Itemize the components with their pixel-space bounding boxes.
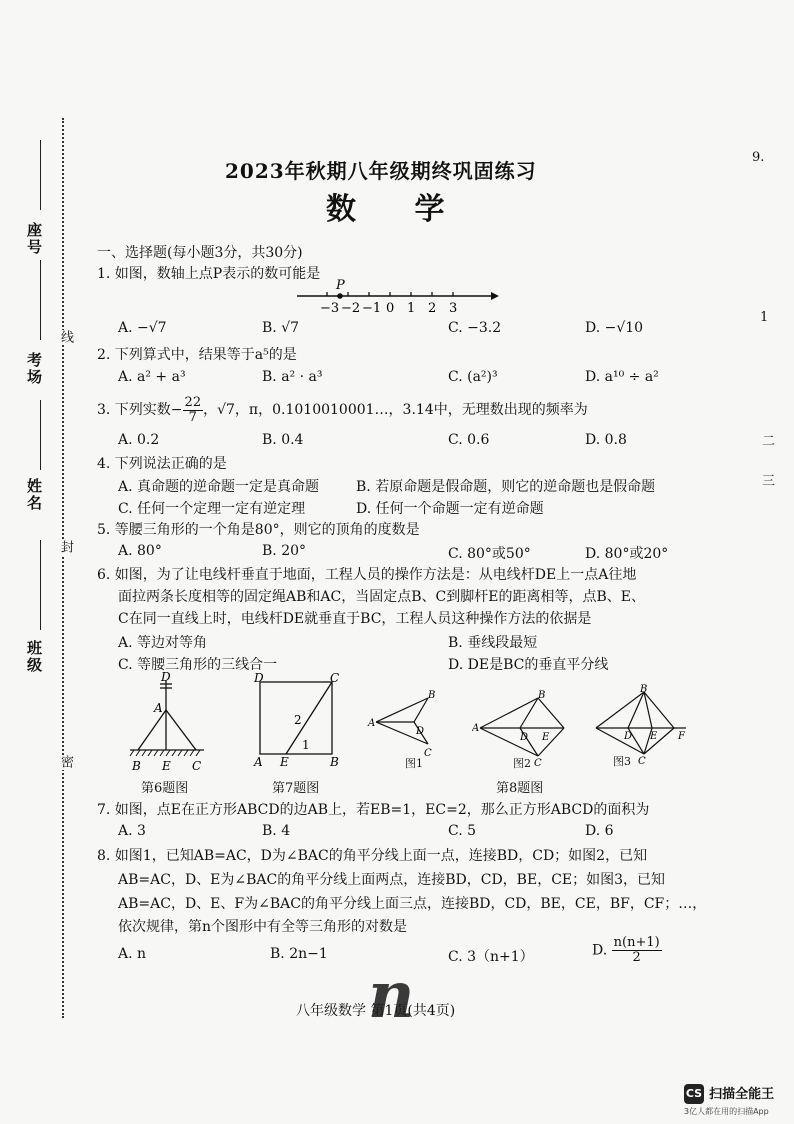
exam-title: 2023年秋期八年级期终巩固练习 [225,159,537,183]
number-line-tick-label: −3 [320,301,340,316]
fig6-label-e: E [162,759,171,773]
q5-option-a: A. 80° [118,543,162,559]
fig7-angle-1: 1 [302,738,310,752]
q8-option-d [592,936,662,965]
q8-d-num: n(n+1) [613,935,660,950]
svg-text:F: F [678,731,685,742]
camscanner-logo-icon: CS [684,1084,704,1104]
q1-option-d: D. −√10 [585,320,644,336]
subject-title: 数 学 [326,192,469,227]
q3-option-c: C. 0.6 [448,432,490,448]
q3-frac-num: 22 [184,394,202,410]
q6-line2: 面拉两条长度相等的固定绳AB和AC，当固定点B、C到脚杆E的距离相等，点B、E、 [118,589,645,605]
name-label: 姓名 [25,478,43,512]
fig8-sub3: 图3 [613,755,631,768]
secret-mark: 密 [58,755,73,770]
q3-option-b: B. 0.4 [262,432,304,448]
exam-room-underline [40,260,41,340]
binding-dotted-line [62,118,64,1018]
q7-option-d: D. 6 [585,823,614,839]
q8-line1: 8. 如图1，已知AB=AC，D为∠BAC的角平分线上面一点，连接BD，CD；如图2，已知 [97,848,648,864]
fig7-label-b: B [330,755,339,769]
svg-text:C: C [534,758,542,766]
q4-stem: 4. 下列说法正确的是 [97,456,227,472]
svg-text:E: E [542,732,550,743]
svg-text:C: C [638,756,646,764]
figure-7 [250,672,345,770]
seal-mark: 封 [58,540,73,555]
handwritten-n-stamp: n [368,958,415,1033]
class-underline [40,540,41,630]
svg-text:C: C [424,748,432,759]
camscanner-watermark [684,1082,774,1117]
number-line-tick-label: −2 [341,301,361,316]
q6-line1: 6. 如图，为了让电线杆垂直于地面，工程人员的操作方法是：从电线杆DE上一点A往地 [97,567,637,583]
q3-option-a: A. 0.2 [118,432,160,448]
q1-stem: 1. 如图，数轴上点P表示的数可能是 [97,266,321,282]
right-mark-1: 1 [760,310,769,325]
q8-line2: AB=AC，D、E为∠BAC的角平分线上面两点，连接BD，CD，BE，CE；如图3，已知 [118,872,666,888]
q7-stem: 7. 如图，点E在正方形ABCD的边AB上，若EB=1，EC=2，那么正方形ABCD的面积为 [97,802,650,818]
number-line-tick-label: −1 [362,301,382,316]
q6-option-c: C. 等腰三角形的三线合一 [118,657,278,673]
exam-room-label: 考场 [25,352,43,386]
number-line-tick-label: 1 [407,301,416,316]
q1-option-a: A. −√7 [118,320,167,336]
fig6-label-d: D [161,672,171,684]
right-mark-9: 9. [752,150,765,165]
number-line-tick-label: 0 [386,301,395,316]
name-underline [40,400,41,470]
right-mark-2: 二 [762,434,776,449]
fig8-sub1: 图1 [405,757,423,770]
svg-text:D: D [520,732,529,743]
q4-option-c: C. 任何一个定理一定有逆定理 [118,501,306,517]
q3-option-d: D. 0.8 [585,432,627,448]
svg-text:D: D [624,731,633,742]
q3-stem [97,393,588,427]
q6-option-d: D. DE是BC的垂直平分线 [448,657,609,673]
svg-text:A: A [472,723,480,734]
svg-text:B: B [538,690,546,701]
page-footer: 八年级数学 第1页(共4页) [296,1003,456,1019]
point-p [337,293,343,299]
number-line-tick-label: 2 [428,301,437,316]
q4-option-a: A. 真命题的逆命题一定是真命题 [118,479,320,495]
q2-option-c: C. (a²)³ [448,369,498,385]
fig8-caption: 第8题图 [496,781,544,796]
class-label: 班级 [25,640,43,674]
q1-option-c: C. −3.2 [448,320,502,336]
q5-option-d: D. 80°或20° [585,546,669,562]
figure-8-3 [590,684,696,764]
number-line-tick-label: 3 [449,301,458,316]
svg-text:B: B [640,684,648,695]
q5-stem: 5. 等腰三角形的一个角是80°，则它的顶角的度数是 [97,522,420,538]
fig7-label-d: D [254,672,264,685]
q8-option-d-prefix: D. [592,942,608,959]
q7-option-b: B. 4 [262,823,291,839]
fig6-label-c: C [192,759,202,773]
q2-option-d: D. a¹⁰ ÷ a² [585,369,659,385]
q8-option-d-fraction [612,936,662,965]
svg-text:D: D [416,726,425,737]
q4-option-b: B. 若原命题是假命题，则它的逆命题也是假命题 [356,479,656,495]
q8-option-b: B. 2n−1 [270,946,328,962]
q2-option-a: A. a² + a³ [118,369,186,385]
fig6-label-a: A [154,701,163,715]
q3-fraction [183,396,204,425]
section-title: 一、选择题(每小题3分，共30分) [97,245,303,261]
q7-option-a: A. 3 [118,823,146,839]
number-line [295,278,500,318]
fig6-caption: 第6题图 [141,781,189,796]
q8-option-a: A. n [118,946,147,962]
camscanner-name: 扫描全能王 [709,1087,775,1102]
camscanner-tagline: 3亿人都在用的扫描App [684,1107,769,1116]
q8-line3: AB=AC，D、E、F为∠BAC的角平分线上面三点，连接BD，CD，BE，CE，BF，CF；…， [118,896,707,912]
fig7-angle-2: 2 [294,713,302,727]
svg-text:A: A [368,718,376,729]
svg-text:B: B [428,690,436,701]
seat-underline [40,140,41,210]
figure-8-1 [366,686,446,766]
fig6-label-b: B [132,759,141,773]
q4-option-d: D. 任何一个命题一定有逆命题 [356,501,544,517]
point-p-label: P [336,278,345,293]
q2-option-b: B. a² · a³ [262,369,323,385]
q7-option-c: C. 5 [448,823,477,839]
fig8-sub2: 图2 [513,757,531,770]
q3-stem-prefix: 3. 下列实数− [97,402,183,418]
line-mark: 线 [58,330,73,345]
q3-frac-den: 7 [188,409,197,425]
q8-option-c: C. 3（n+1） [448,949,534,965]
q6-line3: C在同一直线上时，电线杆DE就垂直于BC，工程人员这种操作方法的依据是 [118,611,592,627]
q8-line4: 依次规律，第n个图形中有全等三角形的对数是 [118,919,408,935]
q3-stem-suffix: ，√7，π，0.1010010001…，3.14中，无理数出现的频率为 [203,402,588,418]
q5-option-b: B. 20° [262,543,307,559]
fig7-label-c: C [330,672,340,685]
q1-option-b: B. √7 [262,320,300,336]
seat-label: 座号 [25,222,43,256]
q8-d-den: 2 [632,950,641,965]
fig7-label-e: E [280,755,289,769]
q5-option-c: C. 80°或50° [448,546,531,562]
q2-stem: 2. 下列算式中，结果等于a⁵的是 [97,347,297,363]
figure-6 [124,672,214,777]
fig7-label-a: A [254,755,263,769]
svg-text:E: E [650,731,658,742]
q6-option-a: A. 等边对等角 [118,635,208,651]
q6-option-b: B. 垂线段最短 [448,635,538,651]
fig7-caption: 第7题图 [272,781,320,796]
right-mark-3: 三 [762,474,776,489]
